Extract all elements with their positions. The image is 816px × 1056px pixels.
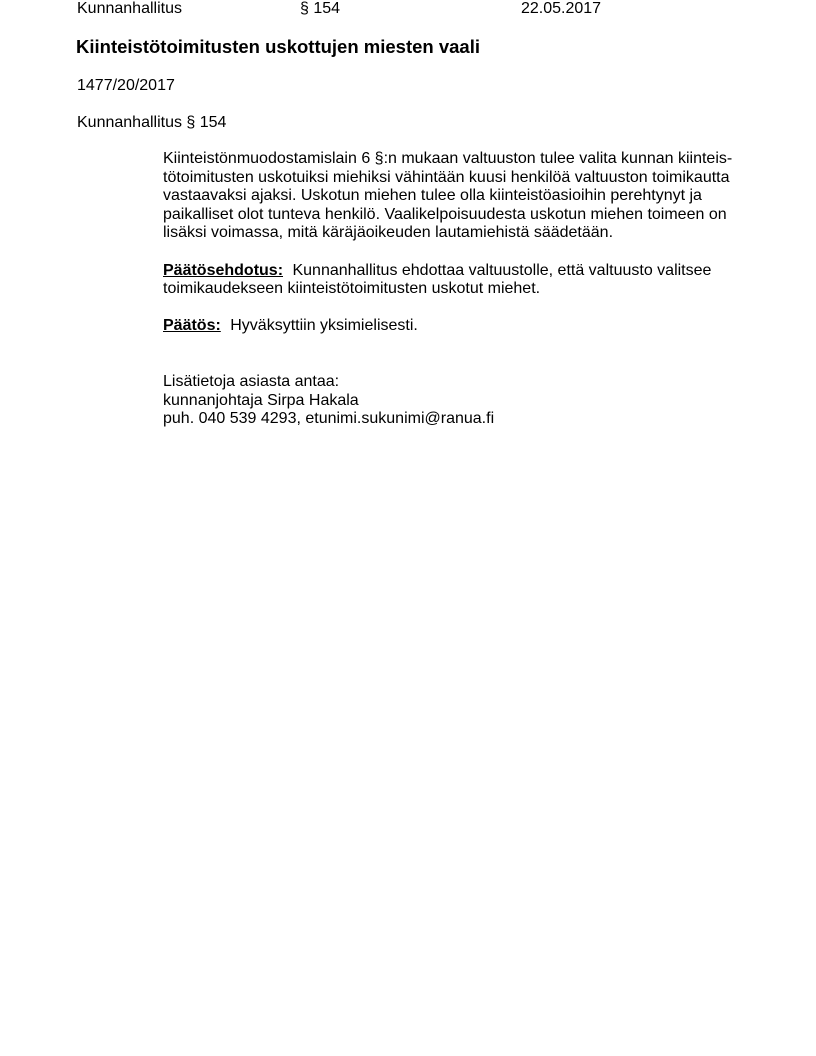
decision-text: Hyväksyttiin yksimielisesti. [230,317,418,335]
decision-paragraph [163,317,743,336]
body-paragraph [163,150,743,243]
document-content [163,150,743,429]
contact-person: kunnanjohtaja Sirpa Hakala [163,391,359,409]
header-section: § 154 [300,0,341,17]
page-header [0,0,816,19]
header-date: 22.05.2017 [521,0,602,17]
body-line: Kiinteistönmuodostamislain 6 §:n mukaan valtuuston tulee valita kunnan kiinteis- [163,150,733,167]
contact-details: puh. 040 539 4293, etunimi.sukunimi@ranua.fi [163,410,495,428]
proposal-text-line2: toimikaudekseen kiinteistötoimitusten uskotut miehet. [163,280,541,298]
proposal-paragraph [163,262,743,299]
header-body-name: Kunnanhallitus [77,0,182,17]
body-line: vastaavaksi ajaksi. Uskotun miehen tulee olla kiinteistöasioihin perehtynyt ja [163,187,702,205]
document-number: 1477/20/2017 [77,77,175,94]
section-reference: Kunnanhallitus § 154 [77,114,227,131]
contact-intro: Lisätietoja asiasta antaa: [163,372,340,390]
decision-label: Päätös: [163,317,221,335]
contact-block [163,373,743,429]
proposal-text-line1: Kunnanhallitus ehdottaa valtuustolle, että valtuusto valitsee [292,261,712,279]
document-title: Kiinteistötoimitusten uskottujen miesten vaali [76,36,480,57]
body-line: tötoimitusten uskotuiksi miehiksi vähintään kuusi henkilöä valtuuston toimikautta [163,168,730,186]
proposal-label: Päätösehdotus: [163,261,284,279]
body-line: paikalliset olot tunteva henkilö. Vaalikelpoisuudesta uskotun miehen toimeen on [163,205,727,223]
body-line: lisäksi voimassa, mitä käräjäoikeuden lautamiehistä säädetään. [163,224,614,242]
